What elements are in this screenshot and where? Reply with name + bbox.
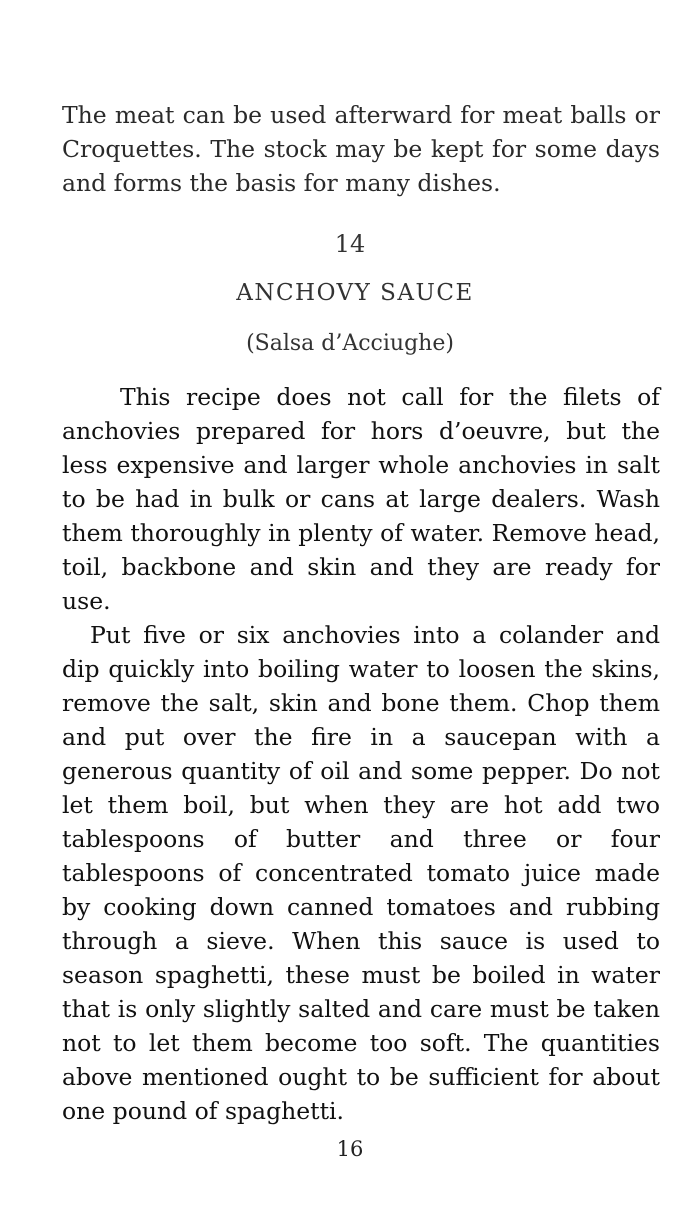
recipe-paragraph-2: Put five or six anchovies into a colander and dip quickly into boiling water to loosen the skins, remove the salt, skin and bone them. Chop them and put over the fire in a saucepan with a generous quantity of oil and some pepper. Do not let them boil, but when they are hot add two tablespoons of butter and three or four tablespoons of concentrated tomato juice made by cooking down canned tomatoes and rubbing through a sieve. When this sauce is used to season spaghetti, these must be boiled in water that is only slightly salted and care must be taken not to let them become too soft. The quantities above mentioned ought to be sufficient for about one pound of spaghetti. <box>62 621 660 1125</box>
recipe-subtitle: (Salsa d’Acciughe) <box>246 331 454 356</box>
intro-paragraph: The meat can be used afterward for meat balls or Croquettes. The stock may be kept for some days and forms the basis for many dishes. <box>62 101 660 197</box>
recipe-number: 14 <box>334 230 366 258</box>
recipe-title: ANCHOVY SAUCE <box>236 280 474 306</box>
recipe-paragraph-1: This recipe does not call for the filets of anchovies prepared for hors d’oeuvre, but the less expensive and larger whole anchovies in salt to be had in bulk or cans at large dealers. Wash them thoroughly in plenty of water. Remove head, toil, backbone and skin and they are ready for use. <box>62 383 660 615</box>
page-number: 16 <box>336 1137 364 1161</box>
